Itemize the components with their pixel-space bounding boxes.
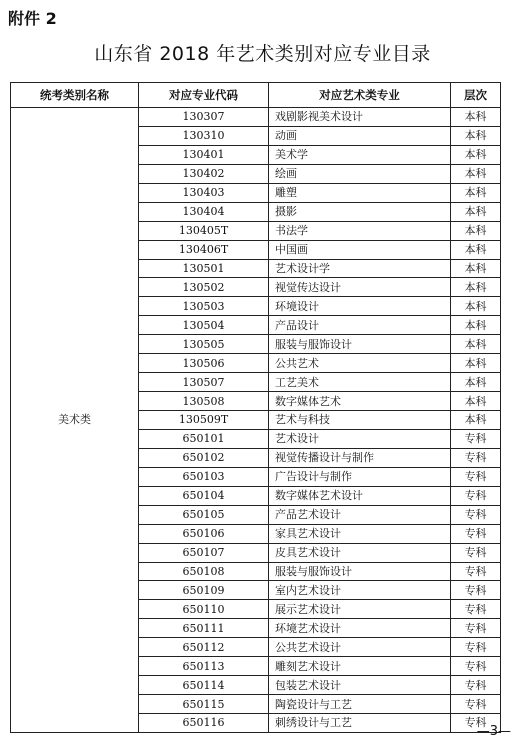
major-name-cell: 摄影 [269, 202, 451, 221]
major-code-cell: 650109 [139, 581, 269, 600]
level-cell: 本科 [451, 411, 501, 430]
level-cell: 本科 [451, 126, 501, 145]
level-cell: 专科 [451, 657, 501, 676]
level-cell: 本科 [451, 278, 501, 297]
category-cell: 美术类 [11, 108, 139, 733]
column-header-code: 对应专业代码 [139, 83, 269, 108]
major-name-cell: 工艺美术 [269, 373, 451, 392]
level-cell: 专科 [451, 505, 501, 524]
major-name-cell: 产品艺术设计 [269, 505, 451, 524]
level-cell: 本科 [451, 392, 501, 411]
table-body [11, 108, 501, 733]
level-cell: 专科 [451, 562, 501, 581]
level-cell: 专科 [451, 448, 501, 467]
column-header-major: 对应艺术类专业 [269, 83, 451, 108]
level-cell: 本科 [451, 259, 501, 278]
attachment-label: 附件 2 [8, 9, 57, 28]
major-code-cell: 130307 [139, 108, 269, 127]
major-code-cell: 650101 [139, 429, 269, 448]
major-code-cell: 650115 [139, 695, 269, 714]
major-name-cell: 数字媒体艺术设计 [269, 486, 451, 505]
level-cell: 本科 [451, 145, 501, 164]
major-name-cell: 公共艺术 [269, 354, 451, 373]
level-cell: 本科 [451, 183, 501, 202]
major-code-cell: 130401 [139, 145, 269, 164]
level-cell: 本科 [451, 354, 501, 373]
major-code-cell: 130503 [139, 297, 269, 316]
major-code-cell: 650105 [139, 505, 269, 524]
level-cell: 专科 [451, 581, 501, 600]
major-code-cell: 650116 [139, 714, 269, 733]
major-name-cell: 雕刻艺术设计 [269, 657, 451, 676]
major-name-cell: 数字媒体艺术 [269, 392, 451, 411]
major-code-cell: 650110 [139, 600, 269, 619]
table-row [11, 108, 501, 127]
major-name-cell: 环境设计 [269, 297, 451, 316]
major-name-cell: 动画 [269, 126, 451, 145]
major-code-cell: 130508 [139, 392, 269, 411]
major-name-cell: 雕塑 [269, 183, 451, 202]
major-name-cell: 艺术与科技 [269, 411, 451, 430]
level-cell: 本科 [451, 202, 501, 221]
table-header-row [11, 83, 501, 108]
major-code-cell: 130507 [139, 373, 269, 392]
level-cell: 专科 [451, 714, 501, 733]
major-code-cell: 130504 [139, 316, 269, 335]
major-name-cell: 艺术设计学 [269, 259, 451, 278]
major-code-cell: 650103 [139, 467, 269, 486]
major-name-cell: 广告设计与制作 [269, 467, 451, 486]
level-cell: 本科 [451, 108, 501, 127]
level-cell: 专科 [451, 467, 501, 486]
major-name-cell: 家具艺术设计 [269, 524, 451, 543]
major-code-cell: 650106 [139, 524, 269, 543]
major-code-cell: 130505 [139, 335, 269, 354]
page-number: —3— [476, 724, 511, 739]
major-name-cell: 绘画 [269, 164, 451, 183]
major-code-cell: 650104 [139, 486, 269, 505]
major-name-cell: 戏剧影视美术设计 [269, 108, 451, 127]
major-name-cell: 陶瓷设计与工艺 [269, 695, 451, 714]
level-cell: 专科 [451, 638, 501, 657]
major-name-cell: 室内艺术设计 [269, 581, 451, 600]
level-cell: 本科 [451, 335, 501, 354]
major-code-cell: 130406T [139, 240, 269, 259]
major-code-cell: 650102 [139, 448, 269, 467]
major-name-cell: 视觉传达设计 [269, 278, 451, 297]
major-name-cell: 刺绣设计与工艺 [269, 714, 451, 733]
major-code-cell: 650107 [139, 543, 269, 562]
major-code-cell: 130405T [139, 221, 269, 240]
level-cell: 专科 [451, 543, 501, 562]
major-code-cell: 650111 [139, 619, 269, 638]
major-code-cell: 130404 [139, 202, 269, 221]
major-code-cell: 130501 [139, 259, 269, 278]
major-name-cell: 展示艺术设计 [269, 600, 451, 619]
level-cell: 本科 [451, 297, 501, 316]
level-cell: 专科 [451, 676, 501, 695]
level-cell: 专科 [451, 600, 501, 619]
column-header-category: 统考类别名称 [11, 83, 139, 108]
major-name-cell: 皮具艺术设计 [269, 543, 451, 562]
level-cell: 专科 [451, 486, 501, 505]
page-title: 山东省 2018 年艺术类别对应专业目录 [94, 43, 431, 65]
major-name-cell: 服装与服饰设计 [269, 335, 451, 354]
level-cell: 专科 [451, 619, 501, 638]
level-cell: 本科 [451, 373, 501, 392]
major-name-cell: 书法学 [269, 221, 451, 240]
major-code-cell: 130509T [139, 411, 269, 430]
major-code-cell: 130402 [139, 164, 269, 183]
level-cell: 专科 [451, 524, 501, 543]
major-code-cell: 650108 [139, 562, 269, 581]
major-name-cell: 服装与服饰设计 [269, 562, 451, 581]
level-cell: 本科 [451, 164, 501, 183]
major-name-cell: 环境艺术设计 [269, 619, 451, 638]
level-cell: 本科 [451, 240, 501, 259]
level-cell: 专科 [451, 429, 501, 448]
major-name-cell: 美术学 [269, 145, 451, 164]
major-catalog-table [10, 82, 501, 733]
level-cell: 本科 [451, 221, 501, 240]
major-code-cell: 650112 [139, 638, 269, 657]
column-header-level: 层次 [451, 83, 501, 108]
major-code-cell: 130310 [139, 126, 269, 145]
major-name-cell: 产品设计 [269, 316, 451, 335]
major-code-cell: 130502 [139, 278, 269, 297]
level-cell: 本科 [451, 316, 501, 335]
level-cell: 专科 [451, 695, 501, 714]
major-name-cell: 视觉传播设计与制作 [269, 448, 451, 467]
major-code-cell: 130506 [139, 354, 269, 373]
major-code-cell: 650114 [139, 676, 269, 695]
major-name-cell: 艺术设计 [269, 429, 451, 448]
major-code-cell: 650113 [139, 657, 269, 676]
major-name-cell: 包装艺术设计 [269, 676, 451, 695]
major-code-cell: 130403 [139, 183, 269, 202]
major-name-cell: 公共艺术设计 [269, 638, 451, 657]
major-name-cell: 中国画 [269, 240, 451, 259]
